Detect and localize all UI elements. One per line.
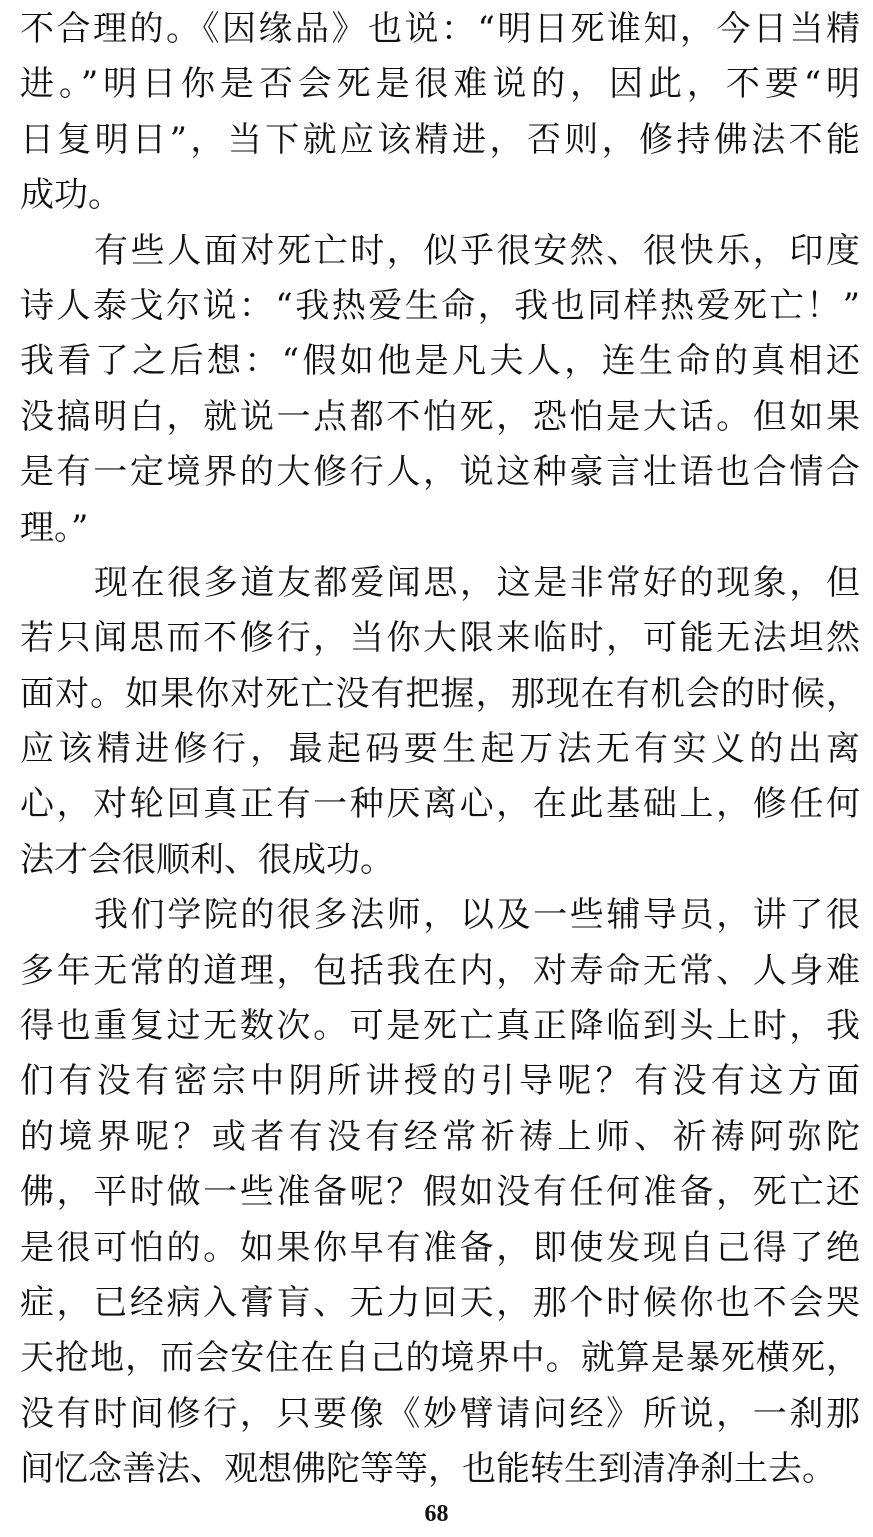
text-line: 多年无常的道理，包括我在内，对寿命无常、人身难 xyxy=(20,950,860,991)
text-line: 的境界呢？或者有没有经常祈祷上师、祈祷阿弥陀 xyxy=(20,1116,860,1157)
text-line: 得也重复过无数次。可是死亡真正降临到头上时，我 xyxy=(20,1006,860,1047)
text-line: 我看了之后想：“假如他是凡夫人，连生命的真相还 xyxy=(20,341,860,382)
text-line: 应该精进修行，最起码要生起万法无有实义的出离 xyxy=(20,729,860,770)
text-line: 症，已经病入膏肓、无力回天，那个时候你也不会哭 xyxy=(20,1282,860,1323)
text-line: 进。”明日你是否会死是很难说的，因此，不要“明 xyxy=(20,64,860,105)
text-line: 理。” xyxy=(20,507,89,548)
text-line: 天抢地，而会安住在自己的境界中。就算是暴死横死， xyxy=(20,1338,860,1379)
paragraph xyxy=(20,2,860,224)
text-line: 我们学院的很多法师，以及一些辅导员，讲了很 xyxy=(94,895,860,936)
text-line: 是很可怕的。如果你早有准备，即使发现自己得了绝 xyxy=(20,1227,860,1268)
text-line: 面对。如果你对死亡没有把握，那现在有机会的时候， xyxy=(20,673,860,714)
text-line: 法才会很顺利、很成功。 xyxy=(20,839,394,880)
text-line: 有些人面对死亡时，似乎很安然、很快乐，印度 xyxy=(94,230,860,271)
text-line: 诗人泰戈尔说：“我热爱生命，我也同样热爱死亡！” xyxy=(20,285,860,326)
text-line: 心，对轮回真正有一种厌离心，在此基础上，修任何 xyxy=(20,784,860,825)
text-line: 间忆念善法、观想佛陀等等，也能转生到清净刹土去。 xyxy=(20,1449,836,1490)
text-line: 若只闻思而不修行，当你大限来临时，可能无法坦然 xyxy=(20,618,860,659)
text-line: 日复明日”，当下就应该精进，否则，修持佛法不能 xyxy=(20,119,860,160)
text-line: 佛，平时做一些准备呢？假如没有任何准备，死亡还 xyxy=(20,1172,860,1213)
text-line: 不合理的。《因缘品》也说：“明日死谁知，今日当精 xyxy=(20,9,860,49)
paragraph xyxy=(20,888,860,1497)
paragraph xyxy=(20,224,860,556)
text-line: 成功。 xyxy=(20,175,122,216)
text-line: 没有时间修行，只要像《妙臂请问经》所说，一刹那 xyxy=(20,1393,860,1434)
text-line: 是有一定境界的大修行人，说这种豪言壮语也合情合 xyxy=(20,452,860,493)
text-line: 现在很多道友都爱闻思，这是非常好的现象，但 xyxy=(94,562,860,603)
page-number: 68 xyxy=(424,1501,449,1527)
body-text xyxy=(20,2,860,1498)
text-line: 没搞明白，就说一点都不怕死，恐怕是大话。但如果 xyxy=(20,396,860,437)
paragraph xyxy=(20,556,860,888)
text-line: 们有没有密宗中阴所讲授的引导呢？有没有这方面 xyxy=(20,1061,860,1102)
